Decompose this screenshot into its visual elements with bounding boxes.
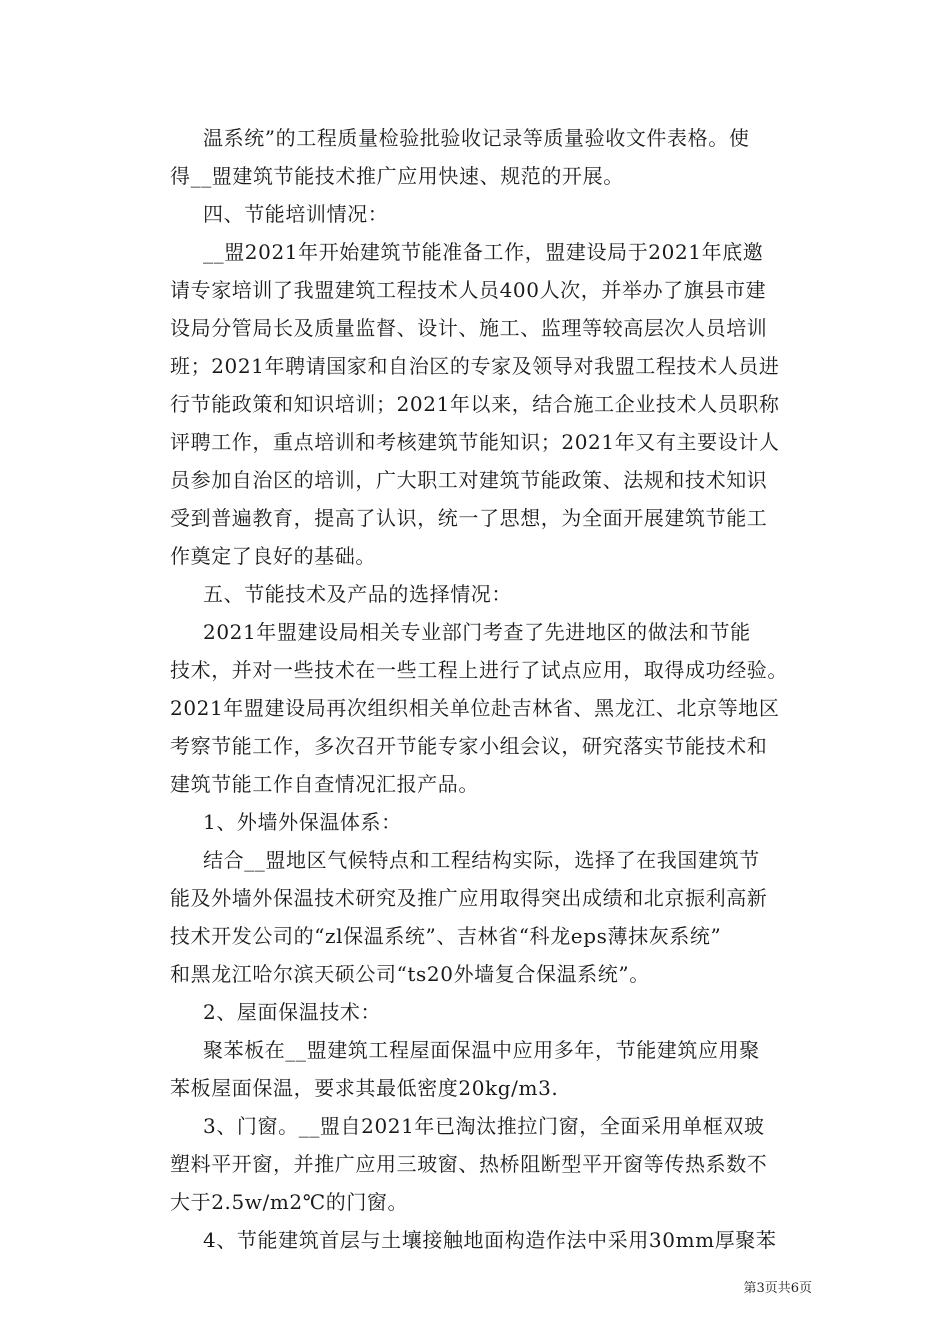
text-line: 建筑节能工作自查情况汇报产品。 — [170, 772, 479, 796]
text-line: 请专家培训了我盟建筑工程技术人员400人次，并举办了旗县市建 — [170, 278, 767, 302]
text-line: 设局分管局长及质量监督、设计、施工、监理等较高层次人员培训 — [170, 316, 768, 340]
page-number: 第3页共6页 — [743, 1281, 812, 1296]
text-line: 苯板屋面保温，要求其最低密度20kg/m3. — [170, 1076, 559, 1100]
text-line: 2、屋面保温技术： — [203, 1000, 382, 1024]
text-line: 塑料平开窗，并推广应用三玻窗、热桥阻断型平开窗等传热系数不 — [170, 1152, 768, 1176]
text-line: 得__盟建筑节能技术推广应用快速、规范的开展。 — [170, 164, 624, 188]
text-line: 和黑龙江哈尔滨天硕公司“ts20外墙复合保温系统”。 — [170, 962, 650, 986]
text-line: 受到普遍教育，提高了认识，统一了思想，为全面开展建筑节能工 — [170, 506, 768, 530]
text-line: 能及外墙外保温技术研究及推广应用取得突出成绩和北京振利高新 — [170, 886, 768, 910]
text-line: __盟2021年开始建筑节能准备工作，盟建设局于2021年底邀 — [203, 240, 764, 264]
text-line: 温系统”的工程质量检验批验收记录等质量验收文件表格。使 — [203, 126, 750, 150]
text-line: 四、节能培训情况： — [203, 202, 389, 226]
text-line: 五、节能技术及产品的选择情况： — [203, 582, 512, 606]
text-line: 聚苯板在__盟建筑工程屋面保温中应用多年，节能建筑应用聚 — [203, 1038, 760, 1062]
text-line: 结合__盟地区气候特点和工程结构实际，选择了在我国建筑节 — [203, 848, 760, 872]
text-line: 2021年盟建设局相关专业部门考查了先进地区的做法和节能 — [203, 620, 751, 644]
text-line: 技术，并对一些技术在一些工程上进行了试点应用，取得成功经验。 — [170, 658, 788, 682]
text-line: 考察节能工作，多次召开节能专家小组会议，研究落实节能技术和 — [170, 734, 768, 758]
text-line: 4、节能建筑首层与土壤接触地面构造作法中采用30mm厚聚苯 — [203, 1228, 777, 1252]
text-line: 行节能政策和知识培训；2021年以来，结合施工企业技术人员职称 — [170, 392, 780, 416]
text-line: 班；2021年聘请国家和自治区的专家及领导对我盟工程技术人员进 — [170, 354, 780, 378]
text-line: 技术开发公司的“zl保温系统”、吉林省“科龙eps薄抹灰系统” — [170, 924, 722, 948]
text-line: 1、外墙外保温体系： — [203, 810, 402, 834]
text-line: 作奠定了良好的基础。 — [170, 544, 376, 568]
text-line: 大于2.5w/m2℃的门窗。 — [170, 1190, 409, 1214]
text-line: 员参加自治区的培训，广大职工对建筑节能政策、法规和技术知识 — [170, 468, 768, 492]
text-line: 评聘工作，重点培训和考核建筑节能知识；2021年又有主要设计人 — [170, 430, 780, 454]
document-body — [170, 119, 810, 1259]
text-line: 2021年盟建设局再次组织相关单位赴吉林省、黑龙江、北京等地区 — [170, 696, 780, 720]
text-line: 3、门窗。__盟自2021年已淘汰推拉门窗，全面采用单框双玻 — [203, 1114, 765, 1138]
